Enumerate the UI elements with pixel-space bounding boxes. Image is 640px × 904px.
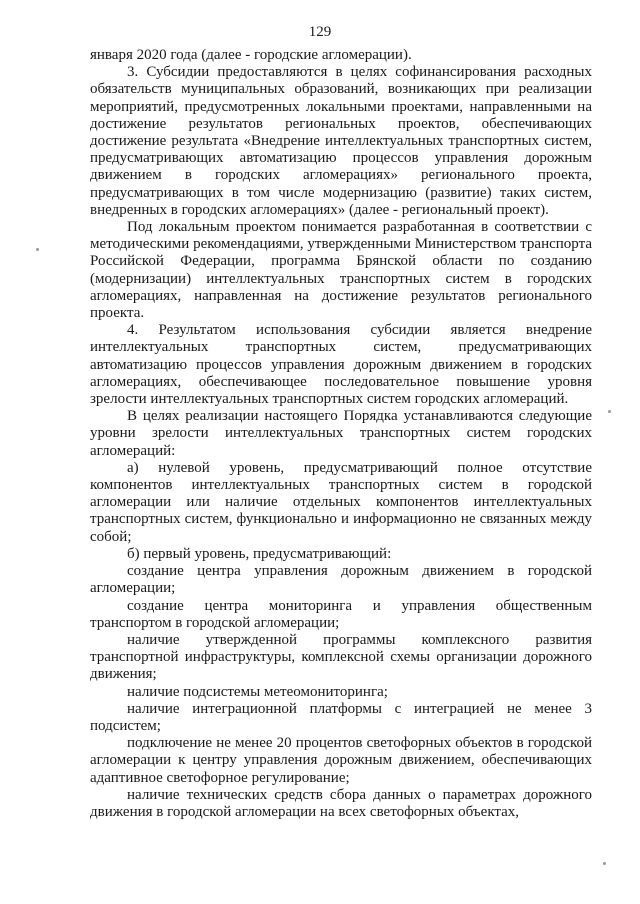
paragraph: В целях реализации настоящего Порядка устанавливаются следующие уровни зрелости интеллектуальных транспортных систем городских агломераций: (90, 408, 592, 459)
paragraph: 3. Субсидии предоставляются в целях софинансирования расходных обязательств муниципальных образований, возникающих при реализации мероприятий, предусмотренных локальными проектами, направленными на достижение результатов региональных проектов, обеспечивающих достижение результата «Внедрение интеллектуальных транспортных систем, предусматривающих автоматизацию процессов управления дорожным движением в городских агломерациях» регионального проекта, предусматривающих в том числе модернизацию (развитие) таких систем, внедренных в городских агломерациях» (далее - региональный проект). (90, 64, 592, 218)
scan-speck (603, 862, 606, 865)
paragraph: 4. Результатом использования субсидии является внедрение интеллектуальных транспортных систем, предусматривающих автоматизацию процессов управления дорожным движением в городских агломерациях, обеспечивающее последовательное повышение уровня зрелости интеллектуальных транспортных систем городских агломераций. (90, 322, 592, 408)
paragraph: создание центра мониторинга и управления общественным транспортом в городской агломерации; (90, 597, 592, 631)
paragraph: подключение не менее 20 процентов светофорных объектов в городской агломерации к центру управления дорожным движением, обеспечивающих адаптивное светофорное регулирование; (90, 735, 592, 786)
paragraph: б) первый уровень, предусматривающий: (127, 545, 392, 562)
paragraph: создание центра управления дорожным движением в городской агломерации; (90, 563, 592, 597)
paragraph: наличие подсистемы метеомониторинга; (127, 683, 388, 700)
paragraph: а) нулевой уровень, предусматривающий полное отсутствие компонентов интеллектуальных транспортных систем в городской агломерации или наличие отдельных компонентов интеллектуальных транспортных систем, функционально и информационно не связанных между собой; (90, 459, 592, 545)
paragraph: наличие интеграционной платформы с интеграцией не менее 3 подсистем; (90, 700, 592, 734)
page-number: 129 (308, 24, 332, 40)
paragraph: января 2020 года (далее - городские агломерации). (90, 47, 412, 63)
paragraph: Под локальным проектом понимается разработанная в соответствии с методическими рекомендациями, утвержденными Министерством транспорта Российской Федерации, программа Брянской области по созданию (модернизации) интеллектуальных транспортных систем в городских агломерациях, направленная на достижение результатов регионального проекта. (90, 219, 592, 322)
document-body (90, 47, 592, 821)
scan-speck (608, 410, 611, 413)
paragraph: наличие утвержденной программы комплексного развития транспортной инфраструктуры, комплексной схемы организации дорожного движения; (90, 631, 592, 683)
paragraph: наличие технических средств сбора данных о параметрах дорожного движения в городской агломерации на всех светофорных объектах, (90, 786, 592, 820)
scan-speck (36, 248, 39, 251)
